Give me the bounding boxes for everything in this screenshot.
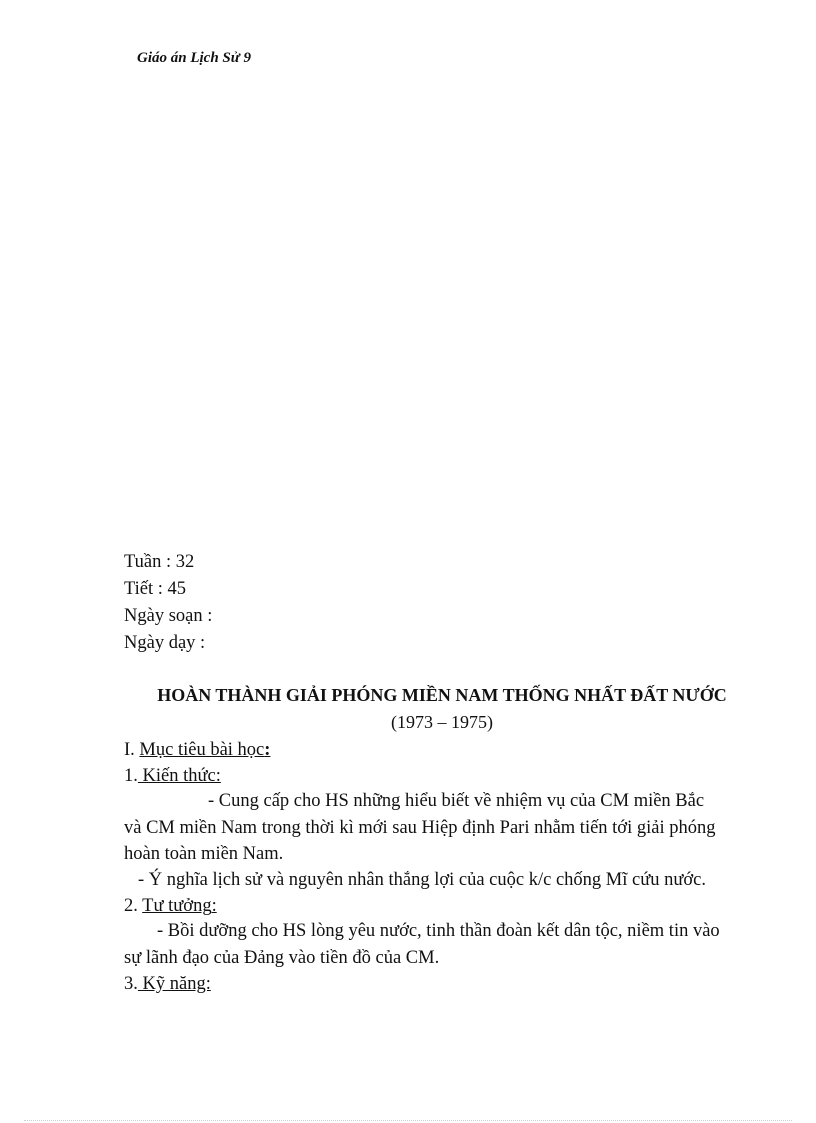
skills-heading (124, 974, 211, 995)
period-field: Tiết : 45 (124, 579, 187, 599)
knowledge-label: Kiến thức: (137, 766, 221, 786)
thought-heading (124, 896, 217, 917)
thought-paragraph-line: - Bồi dưỡng cho HS lòng yêu nước, tinh thần đoàn kết dân tộc, niềm tin vào (157, 921, 720, 941)
lesson-title: HOÀN THÀNH GIẢI PHÓNG MIỀN NAM THỐNG NHẤT ĐẤT NƯỚC (157, 685, 727, 705)
objectives-heading-colon: : (264, 740, 271, 760)
week-field: Tuần : 32 (124, 552, 195, 572)
knowledge-paragraph-line: - Cung cấp cho HS những hiểu biết về nhiệm vụ của CM miền Bắc (208, 791, 705, 811)
teach-date-field: Ngày dạy : (124, 633, 206, 653)
skills-label: Kỹ năng: (137, 974, 211, 994)
knowledge-significance-line: - Ý nghĩa lịch sử và nguyên nhân thắng lợi của cuộc k/c chống Mĩ cứu nước. (138, 870, 707, 890)
skills-number: 3. (124, 974, 138, 994)
prep-date-field: Ngày soạn : (124, 606, 213, 626)
knowledge-paragraph-line: hoàn toàn miền Nam. (124, 844, 284, 864)
objectives-heading (124, 740, 270, 761)
lesson-years: (1973 – 1975) (391, 712, 493, 732)
thought-paragraph-line: sự lãnh đạo của Đảng vào tiền đồ của CM. (124, 948, 440, 968)
knowledge-number: 1. (124, 766, 138, 786)
knowledge-heading (124, 766, 221, 787)
thought-number: 2. (124, 896, 143, 916)
objectives-heading-number: I. (124, 740, 140, 760)
objectives-heading-text: Mục tiêu bài học (139, 740, 265, 760)
document-header: Giáo án Lịch Sử 9 (137, 50, 252, 66)
thought-label: Tư tưởng (142, 896, 212, 916)
thought-colon: : (211, 896, 217, 916)
page-footer-divider (24, 1120, 792, 1121)
knowledge-paragraph-line: và CM miền Nam trong thời kì mới sau Hiệp định Pari nhằm tiến tới giải phóng (124, 818, 716, 838)
